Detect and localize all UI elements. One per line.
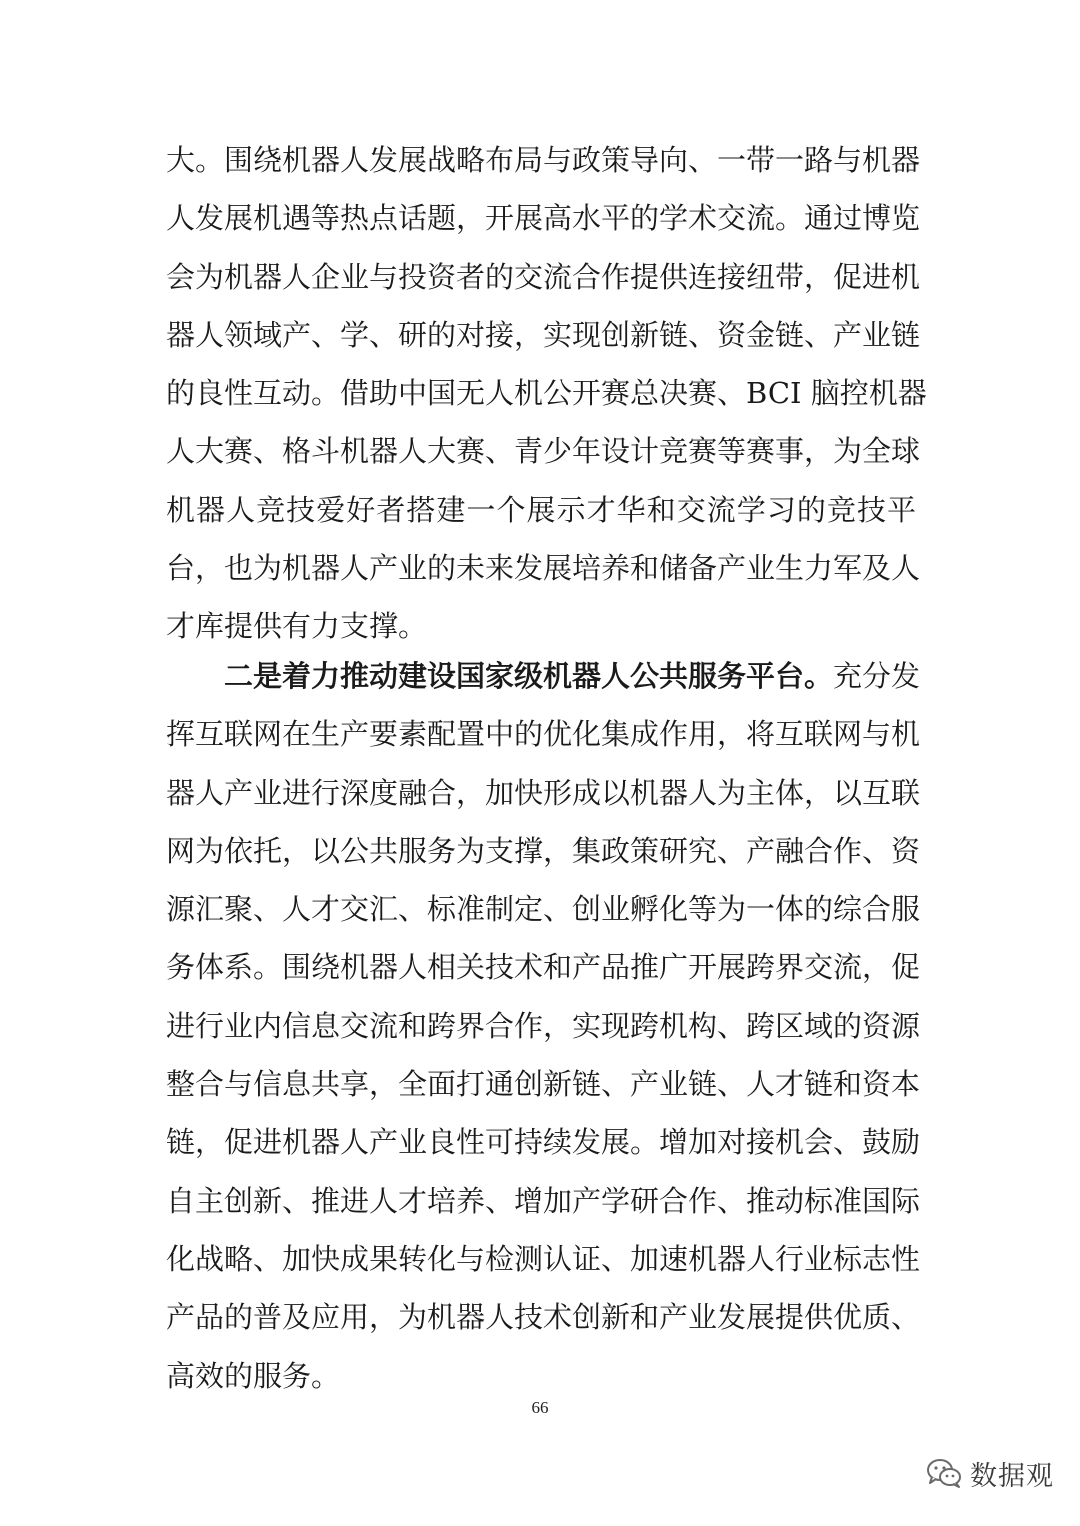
text-line: 高效的服务。	[166, 1358, 341, 1393]
paragraph-2	[166, 647, 921, 1405]
text-line: 器人领域产、学、研的对接，实现创新链、资金链、产业链	[166, 317, 921, 352]
paragraph-2-first-line	[166, 647, 921, 705]
text-line: 人大赛、格斗机器人大赛、青少年设计竞赛等赛事，为全球	[166, 434, 921, 469]
text-line: 才库提供有力支撑。	[166, 609, 428, 644]
watermark-text: 数据观	[970, 1460, 1054, 1492]
text-line: 源汇聚、人才交汇、标准制定、创业孵化等为一体的综合服	[166, 892, 921, 927]
text-line: 网为依托，以公共服务为支撑，集政策研究、产融合作、资	[166, 833, 921, 868]
text-line: 自主创新、推进人才培养、增加产学研合作、推动标准国际	[166, 1183, 921, 1218]
text-line: 的良性互动。借助中国无人机公开赛总决赛、BCI 脑控机器	[166, 376, 927, 411]
text-line: 化战略、加快成果转化与检测认证、加速机器人行业标志性	[166, 1241, 921, 1276]
page-number: 66	[531, 1398, 549, 1417]
text-line: 整合与信息共享，全面打通创新链、产业链、人才链和资本	[166, 1067, 921, 1102]
text-line: 链，促进机器人产业良性可持续发展。增加对接机会、鼓励	[166, 1125, 921, 1160]
paragraph-heading-continuation: 充分发	[833, 659, 921, 693]
text-line: 台，也为机器人产业的未来发展培养和储备产业生力军及人	[166, 551, 921, 586]
text-line: 人发展机遇等热点话题，开展高水平的学术交流。通过博览	[166, 201, 921, 236]
paragraph-1	[166, 131, 927, 656]
text-line: 挥互联网在生产要素配置中的优化集成作用，将互联网与机	[166, 717, 921, 752]
watermark	[926, 1451, 1054, 1495]
text-line: 大。围绕机器人发展战略布局与政策导向、一带一路与机器	[166, 143, 921, 177]
text-line: 机器人竞技爱好者搭建一个展示才华和交流学习的竞技平	[166, 492, 916, 527]
wechat-icon	[926, 1458, 962, 1488]
text-line: 器人产业进行深度融合，加快形成以机器人为主体，以互联	[166, 775, 921, 810]
text-line: 会为机器人企业与投资者的交流合作提供连接纽带，促进机	[166, 259, 921, 294]
paragraph-heading: 二是着力推动建设国家级机器人公共服务平台。	[224, 659, 834, 693]
text-line: 产品的普及应用，为机器人技术创新和产业发展提供优质、	[166, 1300, 921, 1335]
text-line: 进行业内信息交流和跨界合作，实现跨机构、跨区域的资源	[166, 1008, 921, 1043]
text-line: 务体系。围绕机器人相关技术和产品推广开展跨界交流，促	[166, 950, 921, 985]
